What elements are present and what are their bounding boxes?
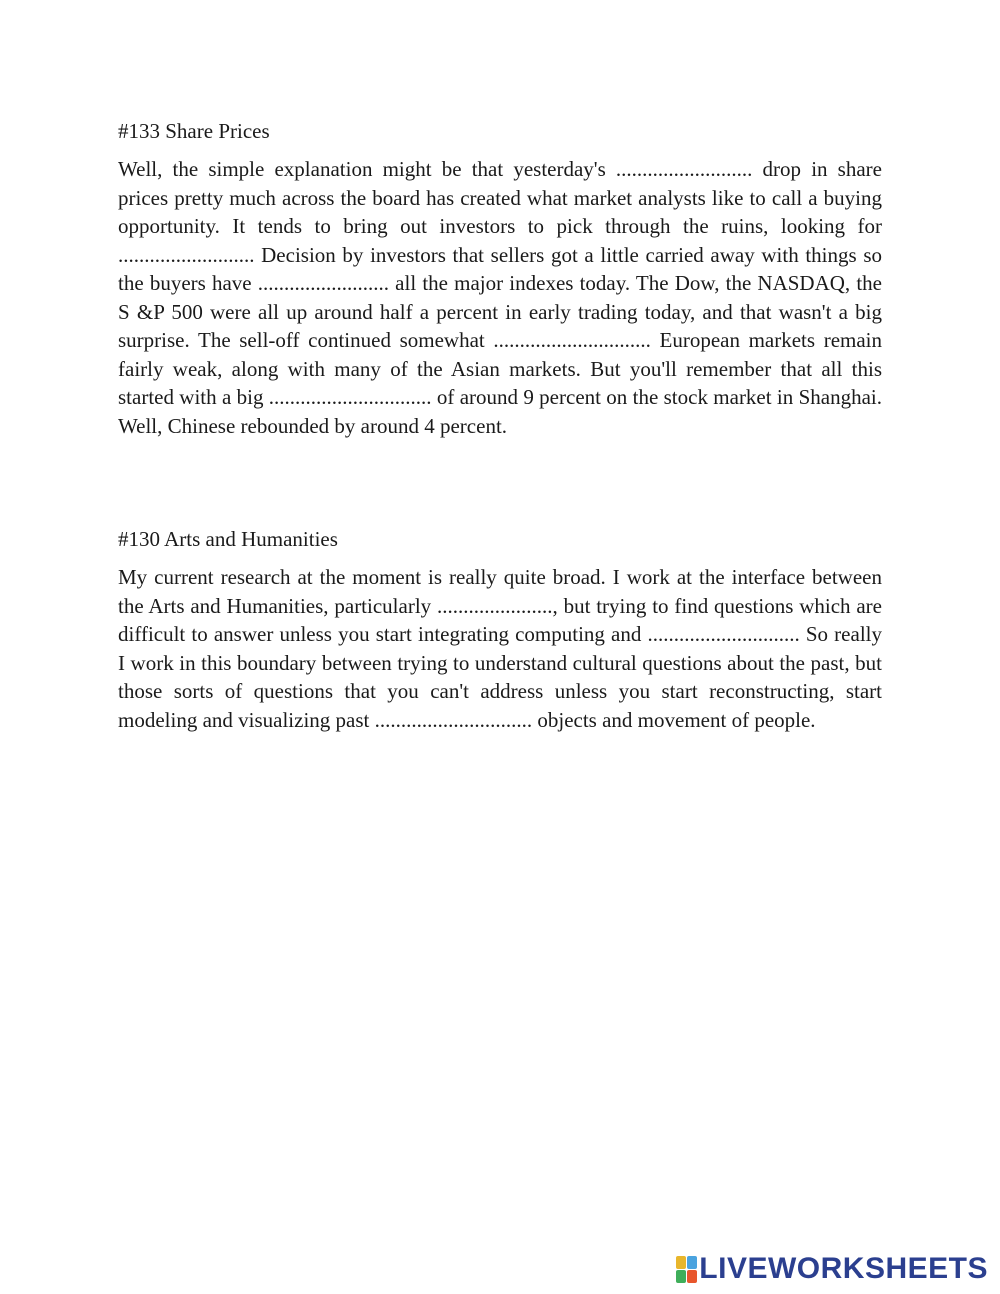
- section-share-prices: [118, 117, 882, 440]
- logo-mark-tile: [676, 1270, 686, 1283]
- logo-mark-icon: [676, 1256, 696, 1282]
- logo-mark-tile: [687, 1256, 697, 1269]
- section-arts-humanities: [118, 525, 882, 734]
- section-heading: #133 Share Prices: [118, 119, 270, 143]
- logo-mark-tile: [687, 1270, 697, 1283]
- liveworksheets-logo: [676, 1254, 988, 1284]
- logo-mark-tile: [676, 1256, 686, 1269]
- section-body: Well, the simple explanation might be that yesterday's .......................... drop in share prices pretty much across the board has created what market analysts like to call a buying opportunity. It tends to bring out investors to pick through the ruins, looking for .......................... Decision by investors that sellers got a little carried away with things so the buyers have ......................... all the major indexes today. The Dow, the NASDAQ, the S &P 500 were all up around half a percent in early trading today, and that wasn't a big surprise. The sell-off continued somewhat .............................. European markets remain fairly weak, along with many of the Asian markets. But you'll remember that all this started with a big ............................... of around 9 percent on the stock market in Shanghai. Well, Chinese rebounded by around 4 percent.: [118, 157, 882, 438]
- logo-text: LIVEWORKSHEETS: [699, 1252, 988, 1285]
- section-heading: #130 Arts and Humanities: [118, 527, 338, 551]
- section-body: My current research at the moment is really quite broad. I work at the interface between the Arts and Humanities, particularly ......................, but trying to find questions which are difficult to answer unless you start integrating computing and ............................. So really I work in this boundary between trying to understand cultural questions about the past, but those sorts of questions that you can't address unless you start reconstructing, start modeling and visualizing past .............................. objects and movement of people.: [118, 565, 882, 732]
